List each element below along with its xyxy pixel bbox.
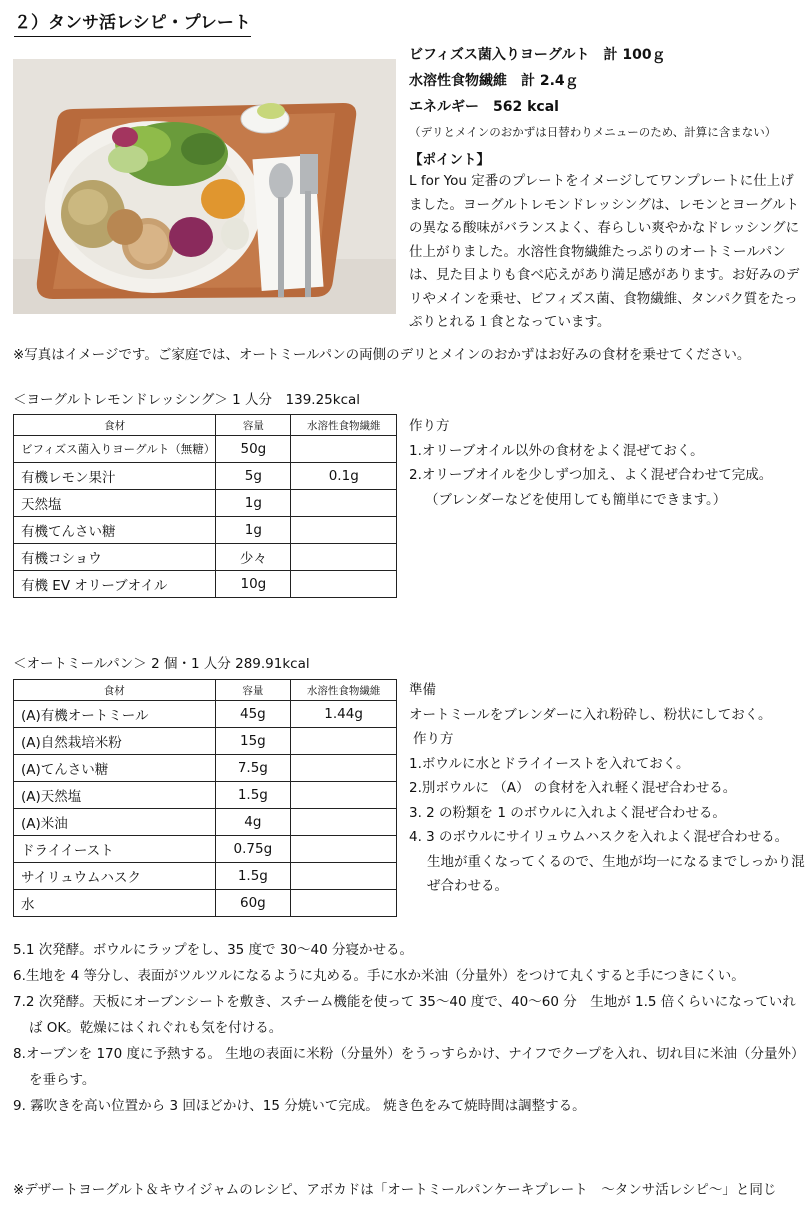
dressing-table xyxy=(13,414,397,598)
table-row xyxy=(14,571,397,598)
dressing-method xyxy=(409,414,772,512)
step: 7.2 次発酵。天板にオーブンシートを敷き、スチーム機能を使って 35～40 度で、40～60 分 生地が 1.5 倍くらいになっていれば OK。乾燥にはくれぐれも気を付ける。 xyxy=(13,994,796,1036)
table-row xyxy=(14,517,397,544)
column-header: 水溶性食物繊維 xyxy=(291,415,397,436)
prep-text: オートミールをブレンダーに入れ粉砕し、粉状にしておく。 xyxy=(409,706,772,723)
point-heading: 【ポイント】 xyxy=(409,152,490,168)
table-row xyxy=(14,863,397,890)
step: 1.ボウルに水とドライイーストを入れておく。 xyxy=(409,755,690,772)
ingredient-cell: サイリュウムハスク xyxy=(14,863,216,890)
table-row xyxy=(14,728,397,755)
fiber-cell xyxy=(291,836,397,863)
ingredient-cell: 有機 EV オリーブオイル xyxy=(14,571,216,598)
footer-note: ※デザートヨーグルト＆キウイジャムのレシピ、アボカドは「オートミールパンケーキプレート ～タンサ活レシピ～」と同じ xyxy=(13,1182,777,1198)
fiber-cell xyxy=(291,809,397,836)
step-note: （ブレンダーなどを使用しても簡単にできます。） xyxy=(425,491,727,508)
nutrition-fiber: 水溶性食物繊維 計 2.4ｇ xyxy=(409,73,579,89)
method-heading: 作り方 xyxy=(413,731,454,747)
ingredient-cell: (A)米油 xyxy=(14,809,216,836)
amount-cell: 0.75g xyxy=(215,836,291,863)
table-row xyxy=(14,436,397,463)
method-heading: 作り方 xyxy=(409,418,450,434)
amount-cell: 1.5g xyxy=(215,863,291,890)
table-header-row xyxy=(14,415,397,436)
step: 6.生地を 4 等分し、表面がツルツルになるように丸める。手に水か米油（分量外）をつけて丸くすると手につきにくい。 xyxy=(13,968,745,984)
amount-cell: 10g xyxy=(216,571,291,598)
prep-heading: 準備 xyxy=(409,682,436,698)
ingredient-cell: (A)天然塩 xyxy=(14,782,216,809)
step: 3. 2 の粉類を 1 のボウルに入れよく混ぜ合わせる。 xyxy=(409,804,726,821)
ingredient-cell: 有機てんさい糖 xyxy=(14,517,216,544)
table-row xyxy=(14,755,397,782)
table-row xyxy=(14,836,397,863)
table-row xyxy=(14,809,397,836)
later-steps xyxy=(13,937,803,1119)
amount-cell: 50g xyxy=(216,436,291,463)
column-header: 食材 xyxy=(14,680,216,701)
table-row xyxy=(14,782,397,809)
bread-table xyxy=(13,679,397,917)
amount-cell: 1g xyxy=(216,490,291,517)
column-header: 容量 xyxy=(216,415,291,436)
amount-cell: 45g xyxy=(215,701,291,728)
fiber-cell xyxy=(291,490,397,517)
fiber-cell xyxy=(291,728,397,755)
nutrition-note: （デリとメインのおかずは日替わりメニューのため、計算に含まない） xyxy=(409,125,777,139)
ingredient-cell: ドライイースト xyxy=(14,836,216,863)
photo-note: ※写真はイメージです。ご家庭では、オートミールパンの両側のデリとメインのおかずはお好みの食材を乗せてください。 xyxy=(13,347,751,363)
step: 5.1 次発酵。ボウルにラップをし、35 度で 30～40 分寝かせる。 xyxy=(13,942,413,958)
ingredient-cell: 水 xyxy=(14,890,216,917)
ingredient-cell: (A)有機オートミール xyxy=(14,701,216,728)
table-row xyxy=(14,544,397,571)
page-title: ２）タンサ活レシピ・プレート xyxy=(14,8,251,37)
column-header: 容量 xyxy=(215,680,291,701)
ingredient-cell: (A)てんさい糖 xyxy=(14,755,216,782)
amount-cell: 15g xyxy=(215,728,291,755)
ingredient-cell: 有機レモン果汁 xyxy=(14,463,216,490)
fiber-cell xyxy=(291,436,397,463)
fiber-cell xyxy=(291,571,397,598)
amount-cell: 1g xyxy=(216,517,291,544)
amount-cell: 7.5g xyxy=(215,755,291,782)
nutrition-yogurt: ビフィズス菌入りヨーグルト 計 100ｇ xyxy=(409,47,666,63)
fiber-cell xyxy=(291,544,397,571)
table-row xyxy=(14,490,397,517)
step: 2.別ボウルに （A） の食材を入れ軽く混ぜ合わせる。 xyxy=(409,780,737,796)
table-header-row xyxy=(14,680,397,701)
dressing-heading: ＜ヨーグルトレモンドレッシング＞ 1 人分 139.25kcal xyxy=(13,392,361,408)
bread-heading: ＜オートミールパン＞ 2 個・1 人分 289.91kcal xyxy=(13,656,310,672)
amount-cell: 少々 xyxy=(216,544,291,571)
step: 4. 3 のボウルにサイリュウムハスクを入れよく混ぜ合わせる。 xyxy=(409,829,789,845)
plate-photo xyxy=(13,59,396,314)
fiber-cell: 1.44g xyxy=(291,701,397,728)
step: 1.オリーブオイル以外の食材をよく混ぜておく。 xyxy=(409,442,704,459)
fiber-cell xyxy=(291,755,397,782)
amount-cell: 60g xyxy=(215,890,291,917)
step: 2.オリーブオイルを少しずつ加え、よく混ぜ合わせて完成。 xyxy=(409,467,773,483)
step-note: 生地が重くなってくるので、生地が均一になるまでしっかり混ぜ合わせる。 xyxy=(427,853,805,894)
column-header: 食材 xyxy=(14,415,216,436)
ingredient-cell: ビフィズス菌入りヨーグルト（無糖） xyxy=(14,436,216,463)
fiber-cell: 0.1g xyxy=(291,463,397,490)
step: 8.オーブンを 170 度に予熱する。 生地の表面に米粉（分量外）をうっすらかけ、ナイフでクープを入れ、切れ目に米油（分量外）を垂らす。 xyxy=(13,1046,798,1088)
amount-cell: 1.5g xyxy=(215,782,291,809)
amount-cell: 4g xyxy=(215,809,291,836)
fiber-cell xyxy=(291,890,397,917)
step: 9. 霧吹きを高い位置から 3 回ほどかけ、15 分焼いて完成。 焼き色をみて焼時間は調整する。 xyxy=(13,1098,586,1114)
fiber-cell xyxy=(291,517,397,544)
nutrition-energy: エネルギー 562 kcal xyxy=(409,99,559,115)
fiber-cell xyxy=(291,782,397,809)
amount-cell: 5g xyxy=(216,463,291,490)
bread-method xyxy=(409,678,805,899)
point-text: L for You 定番のプレートをイメージしてワンプレートに仕上げました。ヨーグルトレモンドレッシングは、レモンとヨーグルトの異なる酸味がバランスよく、春らしい爽やかなドレッシングに仕上がりました。水溶性食物繊維たっぷりのオートミールパンは、見た目よりも食べ応えがあり満足感があります。お好みのデリやメインを乗せ、ビフィズス菌、食物繊維、タンパク質をたっぷりとれる１食となっています。 xyxy=(409,173,800,330)
ingredient-cell: 天然塩 xyxy=(14,490,216,517)
fiber-cell xyxy=(291,863,397,890)
table-row xyxy=(14,701,397,728)
column-header: 水溶性食物繊維 xyxy=(291,680,397,701)
table-row xyxy=(14,890,397,917)
table-row xyxy=(14,463,397,490)
ingredient-cell: 有機コショウ xyxy=(14,544,216,571)
ingredient-cell: (A)自然栽培米粉 xyxy=(14,728,216,755)
